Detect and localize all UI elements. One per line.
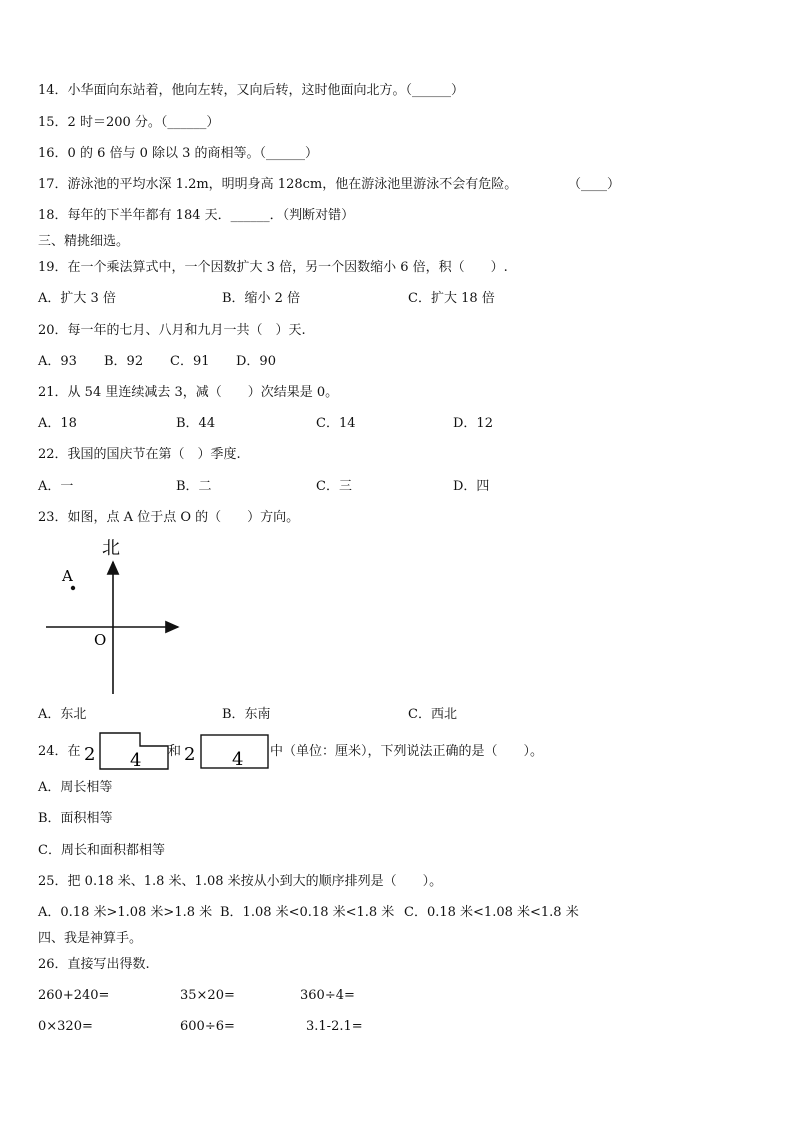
q24-option-a: A．周长相等 — [38, 780, 113, 795]
shape-2-height-label: 2 — [184, 744, 196, 765]
q22-option-c: C．三 — [316, 479, 352, 494]
question-24-suffix: 中（单位：厘米），下列说法正确的是（ ）。 — [270, 744, 544, 759]
question-24-and: 和 — [168, 744, 182, 759]
question-19: 19．在一个乘法算式中，一个因数扩大 3 倍，另一个因数缩小 6 倍，积（ ）. — [38, 260, 508, 275]
section-3-heading: 三、精挑细选。 — [38, 234, 130, 249]
q25-option-c: C．0.18 米<1.08 米<1.8 米 — [404, 905, 579, 920]
q24-option-b: B．面积相等 — [38, 811, 113, 826]
q25-option-a: A．0.18 米>1.08 米>1.8 米 — [38, 905, 213, 920]
question-26: 26．直接写出得数. — [38, 957, 150, 972]
q26-calc-1: 260+240= — [38, 988, 110, 1003]
q24-option-c: C．周长和面积都相等 — [38, 843, 165, 858]
q22-option-d: D．四 — [453, 479, 490, 494]
question-17-blank: （____） — [568, 177, 621, 192]
q21-option-b: B．44 — [176, 416, 216, 431]
q23-option-a: A．东北 — [38, 707, 87, 722]
q22-option-a: A．一 — [38, 479, 74, 494]
compass-figure — [40, 534, 190, 699]
q20-option-b: B．92 — [104, 354, 144, 369]
q23-option-c: C．西北 — [408, 707, 457, 722]
q19-option-b: B．缩小 2 倍 — [222, 291, 301, 306]
q21-option-c: C．14 — [316, 416, 356, 431]
question-23: 23．如图，点 A 位于点 O 的（ ）方向。 — [38, 510, 300, 525]
question-17: 17．游泳池的平均水深 1.2m，明明身高 128cm，他在游泳池里游泳不会有危险。 — [38, 177, 518, 192]
q19-option-c: C．扩大 18 倍 — [408, 291, 495, 306]
question-25: 25．把 0.18 米、1.8 米、1.08 米按从小到大的顺序排列是（ ）。 — [38, 874, 443, 889]
shape-1-height-label: 2 — [84, 744, 96, 765]
q26-calc-3: 360÷4= — [300, 988, 355, 1003]
question-14: 14．小华面向东站着，他向左转，又向后转，这时他面向北方。（______） — [38, 83, 465, 98]
q25-option-b: B．1.08 米<0.18 米<1.8 米 — [220, 905, 395, 920]
question-18: 18．每年的下半年都有 184 天．______．（判断对错） — [38, 208, 355, 223]
shape-1-width-label: 4 — [130, 750, 142, 771]
point-a-label: A — [62, 567, 73, 585]
shape-1-figure — [82, 728, 172, 772]
section-4-heading: 四、我是神算手。 — [38, 931, 143, 946]
q21-option-d: D．12 — [453, 416, 493, 431]
point-a-dot — [71, 586, 75, 590]
question-22: 22．我国的国庆节在第（ ）季度. — [38, 447, 241, 462]
origin-label: O — [94, 631, 107, 649]
q26-calc-5: 600÷6= — [180, 1019, 235, 1034]
question-15: 15．2 时＝200 分。（______） — [38, 115, 220, 130]
q23-option-b: B．东南 — [222, 707, 271, 722]
q26-calc-6: 3.1-2.1= — [306, 1019, 363, 1034]
q19-option-a: A．扩大 3 倍 — [38, 291, 116, 306]
question-16: 16．0 的 6 倍与 0 除以 3 的商相等。（______） — [38, 146, 319, 161]
question-21: 21．从 54 里连续减去 3，减（ ）次结果是 0。 — [38, 385, 339, 400]
q22-option-b: B．二 — [176, 479, 212, 494]
q20-option-a: A．93 — [38, 354, 77, 369]
q20-option-c: C．91 — [170, 354, 210, 369]
shape-2-figure — [182, 728, 272, 772]
shape-2-width-label: 4 — [232, 749, 244, 770]
q26-calc-2: 35×20= — [180, 988, 235, 1003]
north-label: 北 — [102, 538, 120, 559]
question-24-prefix: 24．在 — [38, 744, 81, 759]
question-20: 20．每一年的七月、八月和九月一共（ ）天. — [38, 323, 306, 338]
q21-option-a: A．18 — [38, 416, 77, 431]
q20-option-d: D．90 — [236, 354, 276, 369]
q26-calc-4: 0×320= — [38, 1019, 93, 1034]
